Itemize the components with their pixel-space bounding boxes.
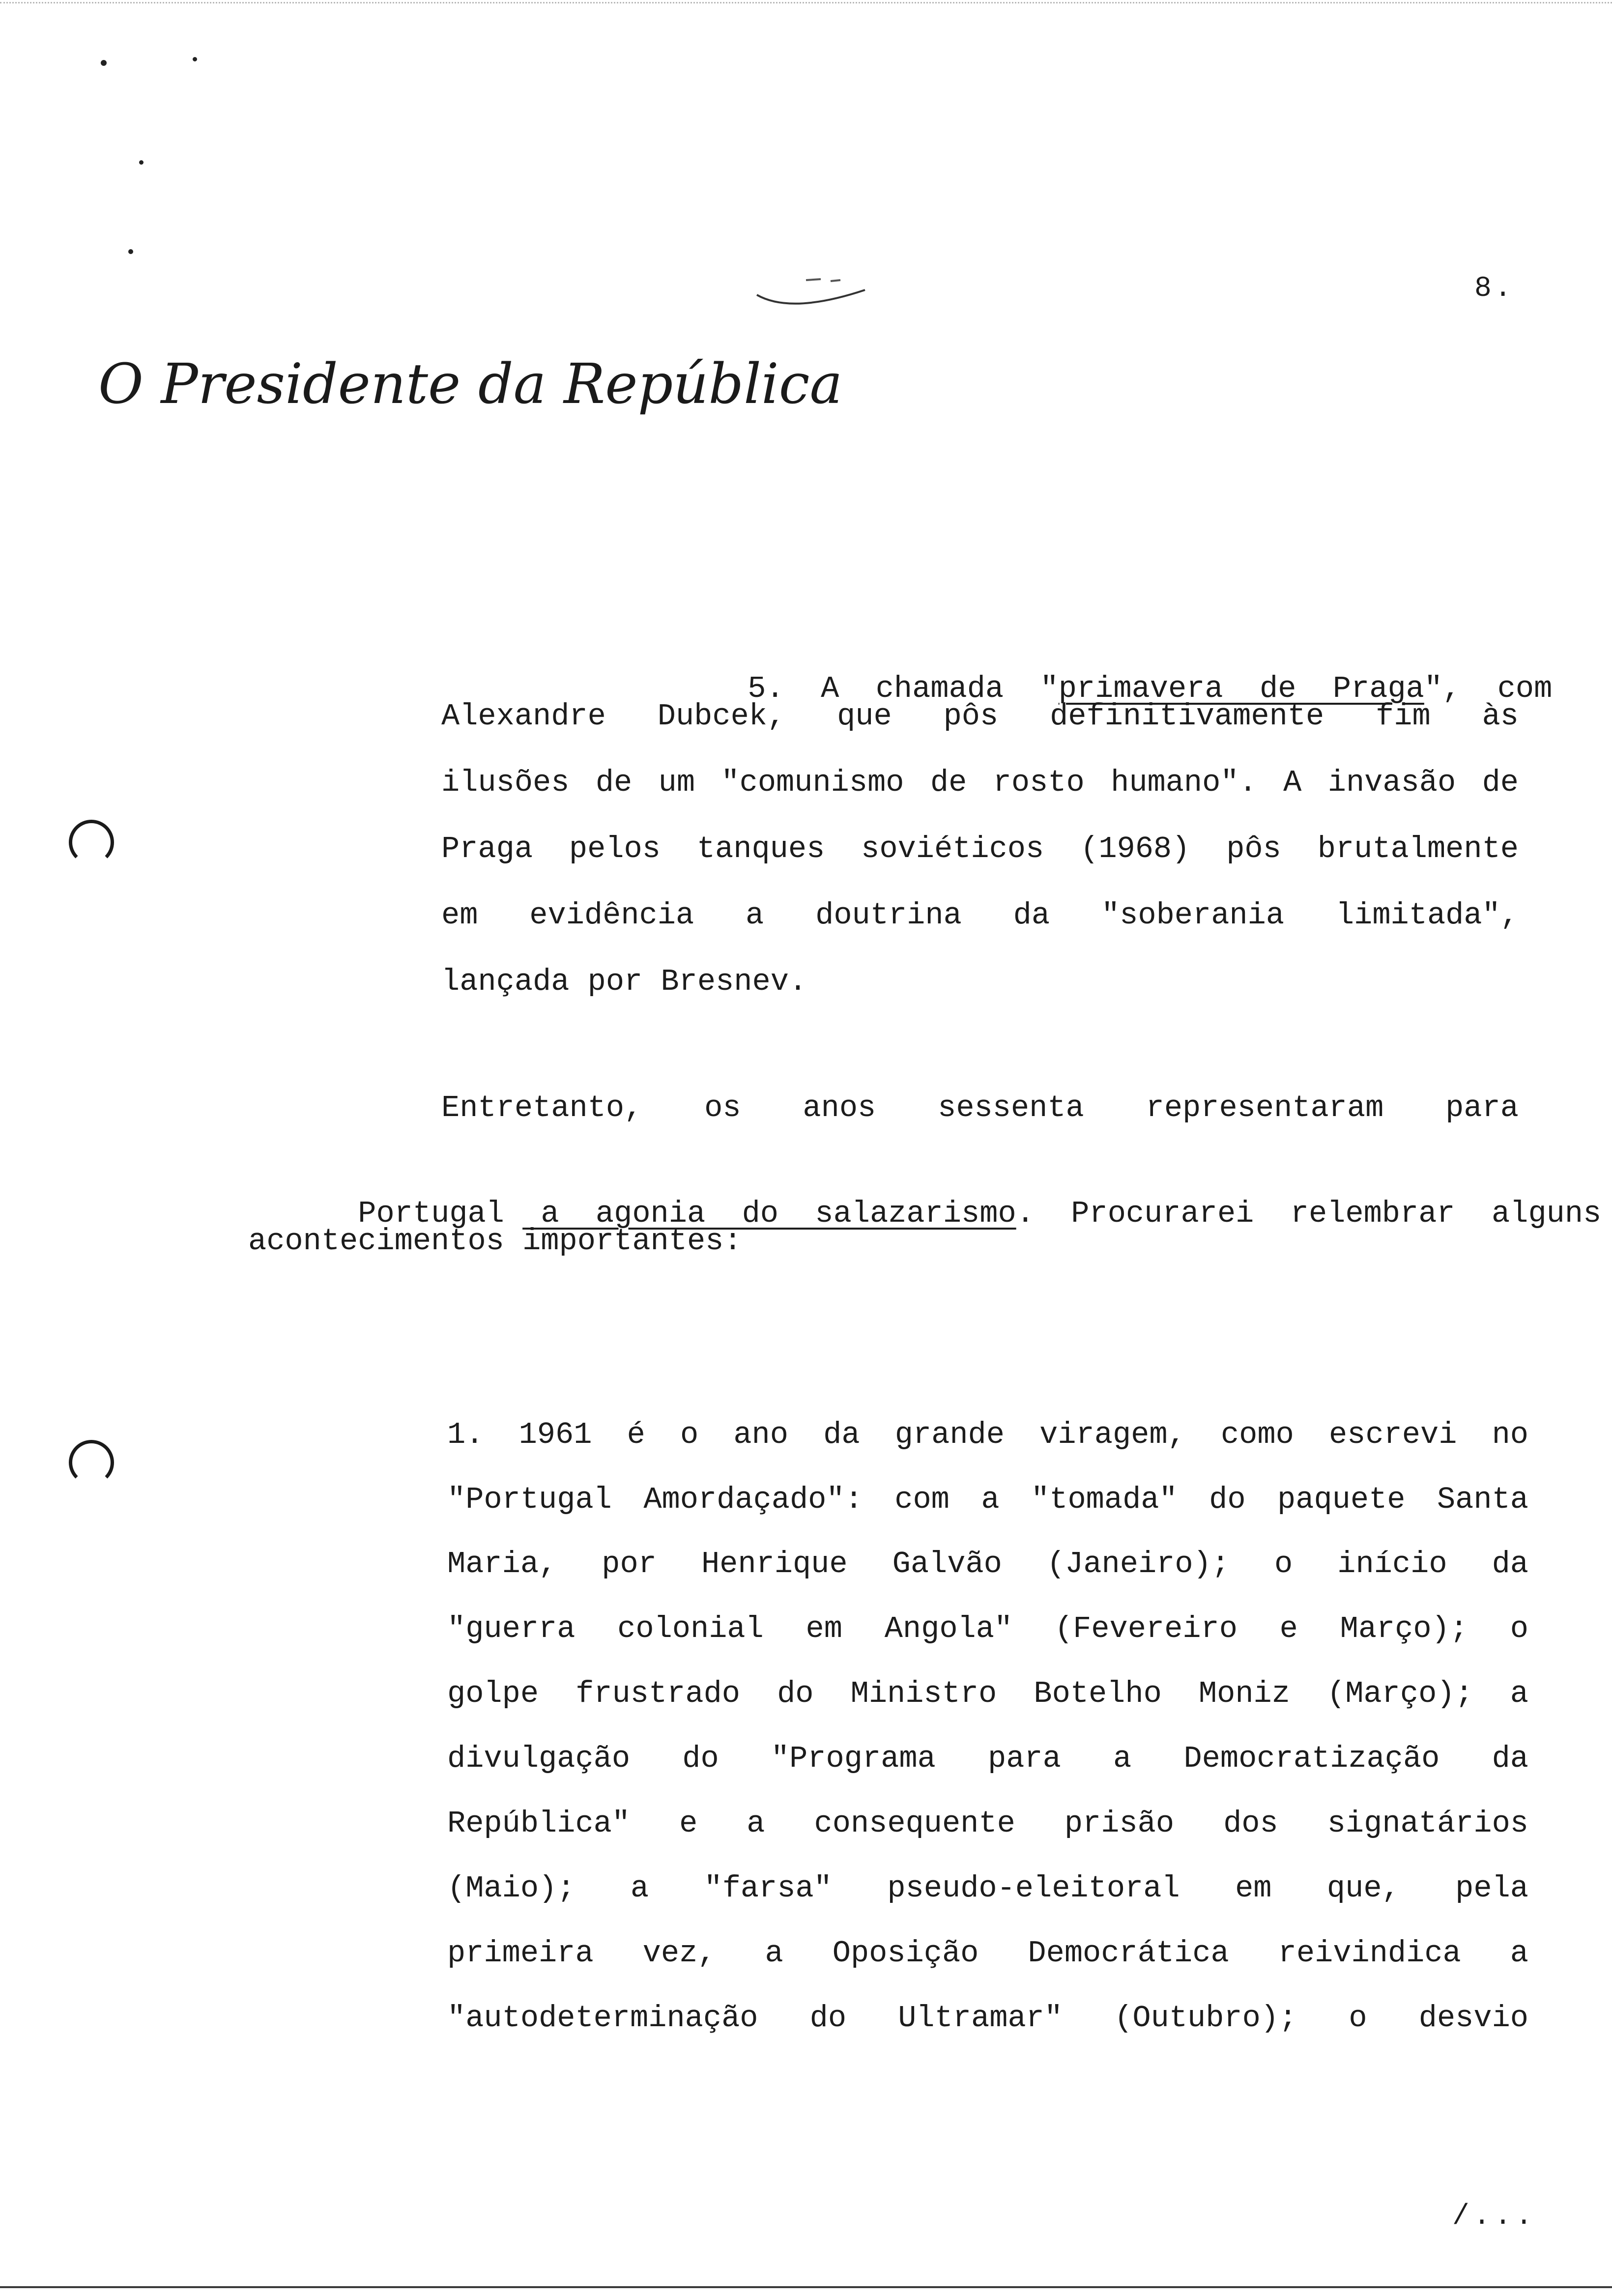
- item-1-line-3: Maria, por Henrique Galvão (Janeiro); o início da: [447, 1547, 1528, 1581]
- section-5-line-1: [638, 630, 1553, 706]
- scan-speck: [101, 60, 107, 66]
- intro-line-2: [248, 1155, 1602, 1231]
- section-5-line-4: Praga pelos tanques soviéticos (1968) pôs brutalmente: [441, 832, 1519, 866]
- item-1-line-9: primeira vez, a Oposição Democrática reivindica a: [447, 1936, 1528, 1971]
- item-1-line-7: República" e a consequente prisão dos signatários: [447, 1806, 1528, 1841]
- section-5-line-3: ilusões de um "comunismo de rosto humano". A invasão de: [441, 765, 1519, 800]
- letterhead: [98, 344, 843, 442]
- agonia-do-salazarismo-underlined: a agonia do salazarismo: [522, 1196, 1016, 1231]
- continuation-mark: /...: [1452, 2201, 1537, 2233]
- punch-hole: [69, 1440, 114, 1485]
- item-1-line-8: (Maio); a "farsa" pseudo-eleitoral em que, pela: [447, 1871, 1528, 1906]
- section-5-line-1-pre: 5. A chamada ": [748, 671, 1059, 706]
- intro-line-2-post: . Procurarei relembrar alguns: [1016, 1196, 1602, 1231]
- letterhead-text: O Presidente da República: [98, 352, 843, 416]
- section-5-line-6: lançada por Bresnev.: [441, 964, 807, 999]
- intro-line-1: Entretanto, os anos sessenta representaram para: [441, 1091, 1519, 1125]
- item-1-line-1: 1. 1961 é o ano da grande viragem, como escrevi no: [447, 1417, 1528, 1452]
- punch-hole: [69, 820, 114, 865]
- scan-speck: [193, 57, 197, 61]
- primavera-de-praga-underlined: primavera de Praga: [1058, 671, 1424, 706]
- seal-impression-mark: [752, 260, 880, 317]
- intro-line-3: acontecimentos importantes:: [248, 1224, 742, 1259]
- item-1-line-2: "Portugal Amordaçado": com a "tomada" do paquete Santa: [447, 1482, 1528, 1517]
- item-1-line-4: "guerra colonial em Angola" (Fevereiro e Março); o: [447, 1611, 1528, 1646]
- item-1-line-10: "autodeterminação do Ultramar" (Outubro); o desvio: [447, 2001, 1528, 2036]
- scan-top-edge: [0, 2, 1612, 3]
- scan-speck: [139, 160, 144, 165]
- intro-line-2-pre: Portugal: [358, 1196, 523, 1231]
- page-number: 8.: [1474, 273, 1515, 305]
- scan-bottom-edge: [0, 2286, 1612, 2288]
- item-1-line-6: divulgação do "Programa para a Democratização da: [447, 1741, 1528, 1776]
- item-1-line-5: golpe frustrado do Ministro Botelho Moniz (Março); a: [447, 1676, 1528, 1711]
- section-5-line-1-post: ", com: [1424, 671, 1553, 706]
- section-5-line-2: Alexandre Dubcek, que pôs definitivamente fim às: [441, 699, 1519, 734]
- scan-speck: [128, 249, 133, 254]
- section-5-line-5: em evidência a doutrina da "soberania limitada",: [441, 898, 1519, 933]
